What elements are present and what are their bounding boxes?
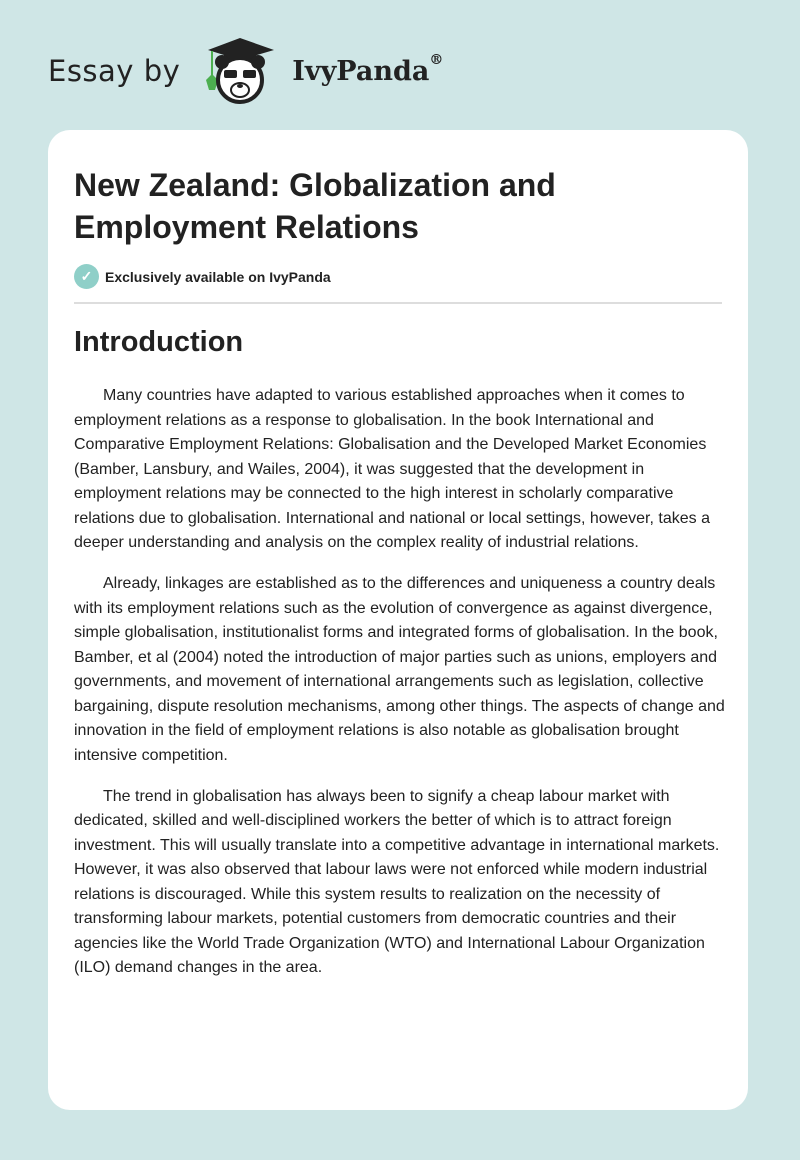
divider [74, 302, 722, 304]
exclusive-badge [74, 264, 331, 289]
section-heading: Introduction [74, 326, 244, 358]
paragraph: Already, linkages are established as to the differences and uniqueness a country deals with its employment relations such as the evolution of convergence as against divergence, simple globalisation, institutionalist forms and integrated forms of globalisation. In the book, Bamber, et al (2004) noted the introduction of major parties such as unions, employers and governments, and movement of international arrangements such as legislation, collective bargaining, dispute resolution mechanisms, among other things. The aspects of change and innovation in the field of employment relations is also notable as globalisation brought intensive competition. [74, 575, 725, 764]
essay-body [74, 384, 726, 997]
paragraph: The trend in globalisation has always been to signify a cheap labour market with dedicated, skilled and well-disciplined workers the better of which is to attract foreign investment. This will usually translate into a competitive advantage in international markets. However, it was also observed that labour laws were not enforced while modern industrial relations is discouraged. While this system results to realization on the necessity of transforming labour markets, potential customers from democratic countries and their agencies like the World Trade Organization (WTO) and International Labour Organization (ILO) demand changes in the area. [74, 787, 720, 976]
essay-by-label: Essay by [48, 54, 181, 88]
site-logo[interactable] [48, 36, 443, 106]
badge-label: Exclusively available on IvyPanda [105, 268, 331, 285]
paragraph: Many countries have adapted to various established approaches when it comes to employment relations as a response to globalisation. In the book International and Comparative Employment Relations: Globalisation and the Developed Market Economies (Bamber, Lansbury, and Wailes, 2004), it was suggested that the development in employment relations may be connected to the high interest in scholarly comparative relations due to globalisation. International and national or local settings, however, takes a deeper understanding and analysis on the complex reality of industrial relations. [74, 387, 710, 551]
page-title: New Zealand: Globalization and Employment Relations [74, 167, 556, 245]
essay-card [48, 130, 748, 1110]
check-circle-icon: ✓ [74, 264, 99, 289]
brand-name: IvyPanda® [292, 51, 444, 87]
panda-mascot-icon [198, 36, 288, 106]
